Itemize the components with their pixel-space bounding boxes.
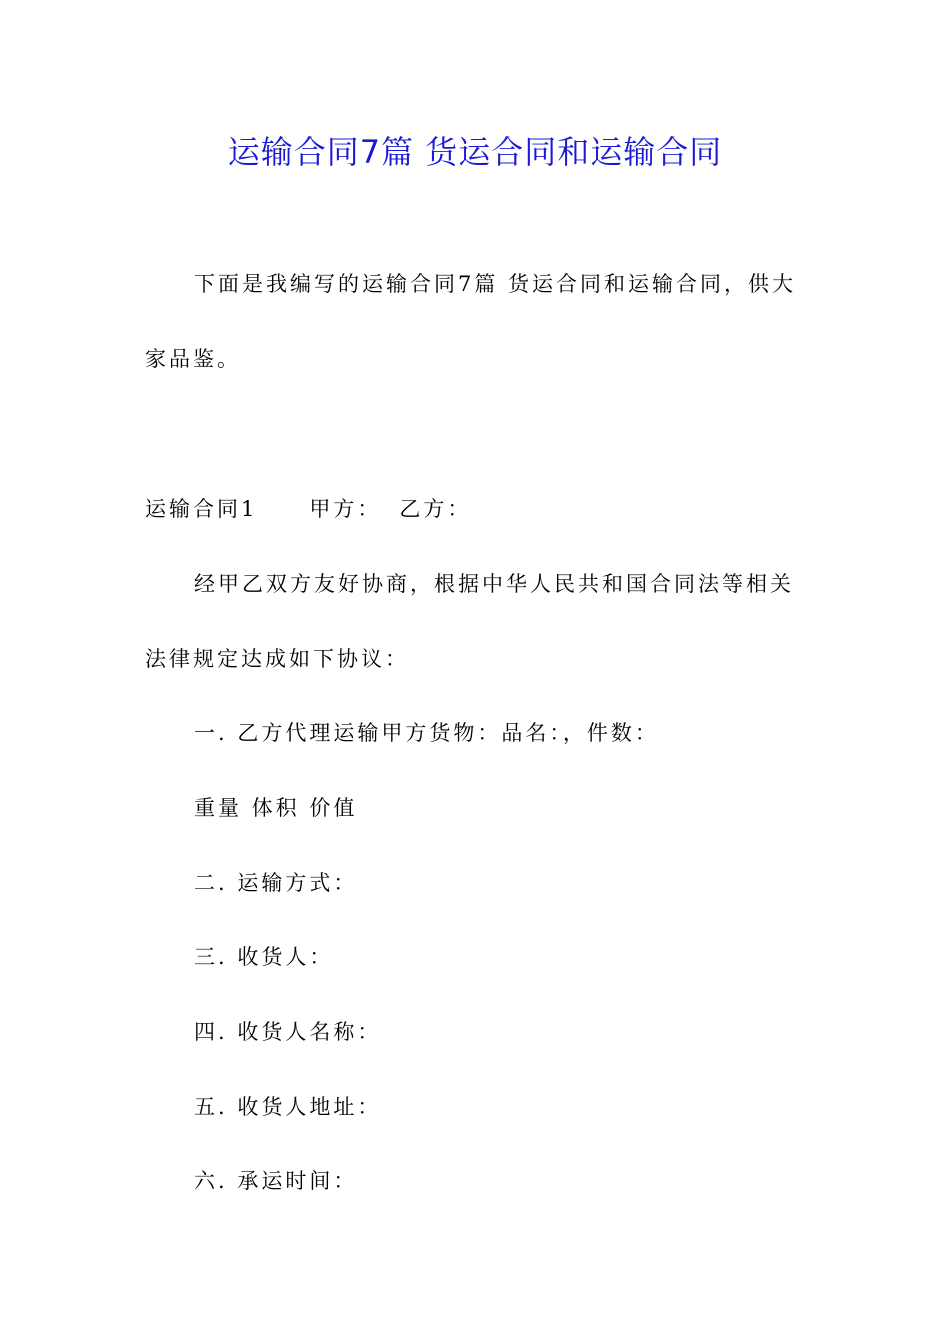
document-title: 运输合同7篇 货运合同和运输合同 [227, 133, 723, 171]
clause-1: 一. 乙方代理运输甲方货物：品名：，件数： [194, 721, 659, 745]
agreement-paragraph-line-2: 法律规定达成如下协议： [145, 647, 409, 671]
clause-4: 四. 收货人名称： [194, 1020, 382, 1044]
clause-3: 三. 收货人： [194, 945, 334, 969]
clause-6: 六. 承运时间： [194, 1169, 358, 1193]
clause-2: 二. 运输方式： [194, 871, 358, 895]
section-heading-row [145, 493, 471, 525]
agreement-paragraph-line-1: 经甲乙双方友好协商，根据中华人民共和国合同法等相关 [194, 572, 794, 596]
clause-1-continuation: 重量 体积 价值 [194, 796, 358, 820]
section-heading: 运输合同1 [145, 497, 258, 521]
intro-line-1: 下面是我编写的运输合同7篇 货运合同和运输合同，供大 [194, 272, 797, 296]
intro-line-2: 家品鉴。 [145, 347, 241, 371]
clause-5: 五. 收货人地址： [194, 1095, 382, 1119]
party-a-label: 甲方： [309, 497, 382, 521]
party-b-label: 乙方： [399, 497, 472, 521]
